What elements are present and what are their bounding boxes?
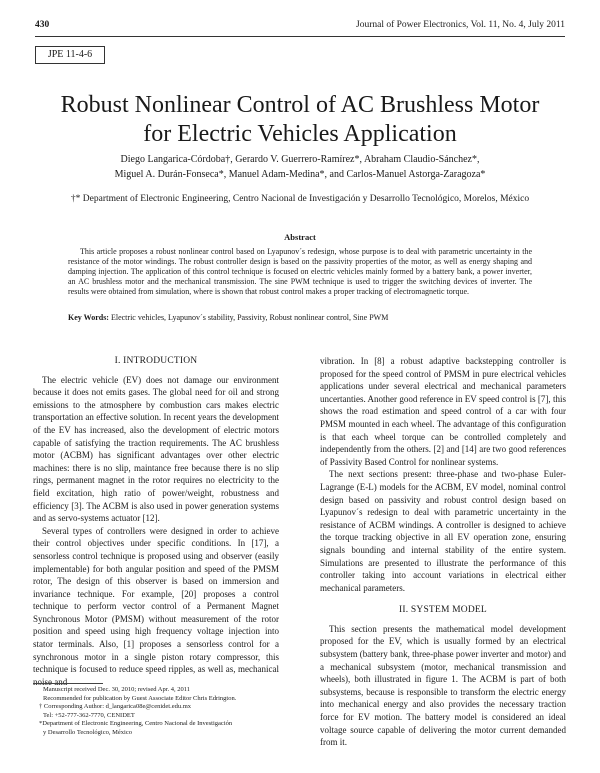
- journal-citation: Journal of Power Electronics, Vol. 11, No. 4, July 2011: [356, 20, 565, 30]
- abstract-heading: Abstract: [284, 232, 316, 242]
- abstract-text: This article proposes a robust nonlinear control based on Lyapunov´s redesign, whose purpose is to deal with parametric uncertainty in the resistance of the motor windings. The robust controller design is based on the passivity properties of the motor, as well as energy shaping and damping injection. The application of this control technique is focused on electric vehicles mainly formed by a battery bank, a power inverter, an AC brushless motor and the mechanical transmission. The sine PWM technique is used to trigger the switching devices of inverter. The results were obtained from simulation, where is shown that robust control makes a proper tracking of electromagnetic torque.: [68, 247, 532, 296]
- article-id-box: JPE 11-4-6: [35, 46, 105, 64]
- footnote-corresponding: † Corresponding Author: d_langarica08e@cenidet.edu.mx: [39, 703, 192, 711]
- footnote-received: Manuscript received Dec. 30, 2010; revised Apr. 4, 2011: [43, 686, 191, 693]
- running-header: [35, 20, 565, 34]
- keywords: [68, 313, 532, 323]
- footnote-rule: [33, 683, 103, 684]
- left-column: [33, 355, 279, 688]
- title-line-2: for Electric Vehicles Application: [143, 121, 457, 147]
- author-list: [60, 152, 540, 182]
- footnote-department-cont: y Desarrollo Tecnológico, México: [43, 728, 132, 736]
- footnote-tel: Tel: +52-777-362-7770, CENIDET: [43, 711, 135, 719]
- footnote-recommended: Recommended for publication by Guest Associate Editor Chris Edrington.: [43, 694, 237, 702]
- authors-line-1: Diego Langarica-Córdoba†, Gerardo V. Guerrero-Ramírez*, Abraham Claudio-Sánchez*,: [120, 154, 480, 165]
- header-rule: [35, 36, 565, 37]
- keywords-label: Key Words:: [68, 313, 109, 322]
- system-model-paragraph-1: This section presents the mathematical model development proposed for the EV, which is usually formed by an electrical subsystem (battery bank, three-phase power inverter and motor) and a mechanical subsystem (motor, mechanical transmission and wheels), both illustrated in figure 1. The ACBM is part of both subsystems, because is responsible to transform the electric energy into mechanical energy and also provides the necessary traction force for EV motion. The battery model is considered an ideal voltage source capable of delivering the motor current demanded from it.: [320, 623, 566, 748]
- intro-paragraph-4: The next sections present: three-phase and two-phase Euler-Lagrange (E-L) models for the ACBM, EV model, nominal control design based on passivity and robust control design based on Lyapunov´s redesign to deal with parametric uncertainty in the resistance of ACBM windings. A controller is designed to achieve the torque tracking objective in all EV operation zone, ensuring signals bounding and internal stability of the entire system. Simulations are presented to illustrate the performance of this controller taking into account variations in electrical either mechanical parameters.: [320, 469, 566, 593]
- title-line-1: Robust Nonlinear Control of AC Brushless Motor: [60, 92, 540, 118]
- keywords-text: Electric vehicles, Lyapunov´s stability, Passivity, Robust nonlinear control, Sine PWM: [110, 313, 389, 322]
- intro-paragraph-3: vibration. In [8] a robust adaptive backstepping controller is proposed for the speed control of PMSM in pure electrical vehicles applications under several electrical and mechanical parameters uncertanties. Another good reference in EV speed control is [7], this shows the road estimation and speed control of a car with four PMSM mounted in each wheel. The advantage of this configuration is that each wheel torque can be controlled completely and independently from the others. [2] and [14] are two good references of Passivity Based Control for nonlinear systems.: [320, 356, 566, 467]
- intro-paragraph-2: Several types of controllers were designed in order to achieve their control objectives under specific conditions. In [17], a sensorless control technique is proposed using and observer (easily implementable) for both angular position and speed of the PMSM rotor, The design of this observer is based on immersion and invariance technique. For example, [20] proposes a control technique to perform vector control of a Permanent Magnet Synchronous Motor (PMSM) without measurement of the rotor position and speed using high frequency voltage injection into stator terminals. Also, [1] proposes a sensorless control for a synchronous motor in a single piston rotary compressor, this technique is focused to reduce speed ripples, as well as, mechanical noise and: [33, 525, 279, 687]
- intro-paragraph-1: The electric vehicle (EV) does not damage our environment because it does not emits gases. The global need for oil and strong emissions to the atmosphere by combustion cars makes electric transportation an effective solution. In recent years the development of the EV has increased, also the development of electric motors capable of satisfying the traction requirements. The AC brushless motor (ACBM) has significant advantages over other electric machines: there is no slip, maintance free because there is no slip rings, permanent magnet in the rotor requires no electricity to the field excitation, high ratio of power/weight, robustness and efficiency [3]. The ACBM is also used in power generation systems and as servo-systems actuator [12].: [33, 374, 279, 524]
- paper-title: [30, 91, 570, 149]
- affiliation: †* Department of Electronic Engineering, Centro Nacional de Investigación y Desarrollo Tecnológico, Morelos, México: [70, 194, 530, 204]
- page-number: 430: [35, 20, 50, 30]
- footnote-department: *Department of Electronic Engineering, Centro Nacional de Investigación: [39, 720, 233, 728]
- section-heading-system-model: II. SYSTEM MODEL: [399, 605, 487, 616]
- section-heading-introduction: I. INTRODUCTION: [114, 356, 198, 366]
- footnotes: [33, 686, 279, 738]
- right-column: [320, 355, 566, 749]
- authors-line-2: Miguel A. Durán-Fonseca*, Manuel Adam-Medina*, and Carlos-Manuel Astorga-Zaragoza*: [114, 169, 486, 180]
